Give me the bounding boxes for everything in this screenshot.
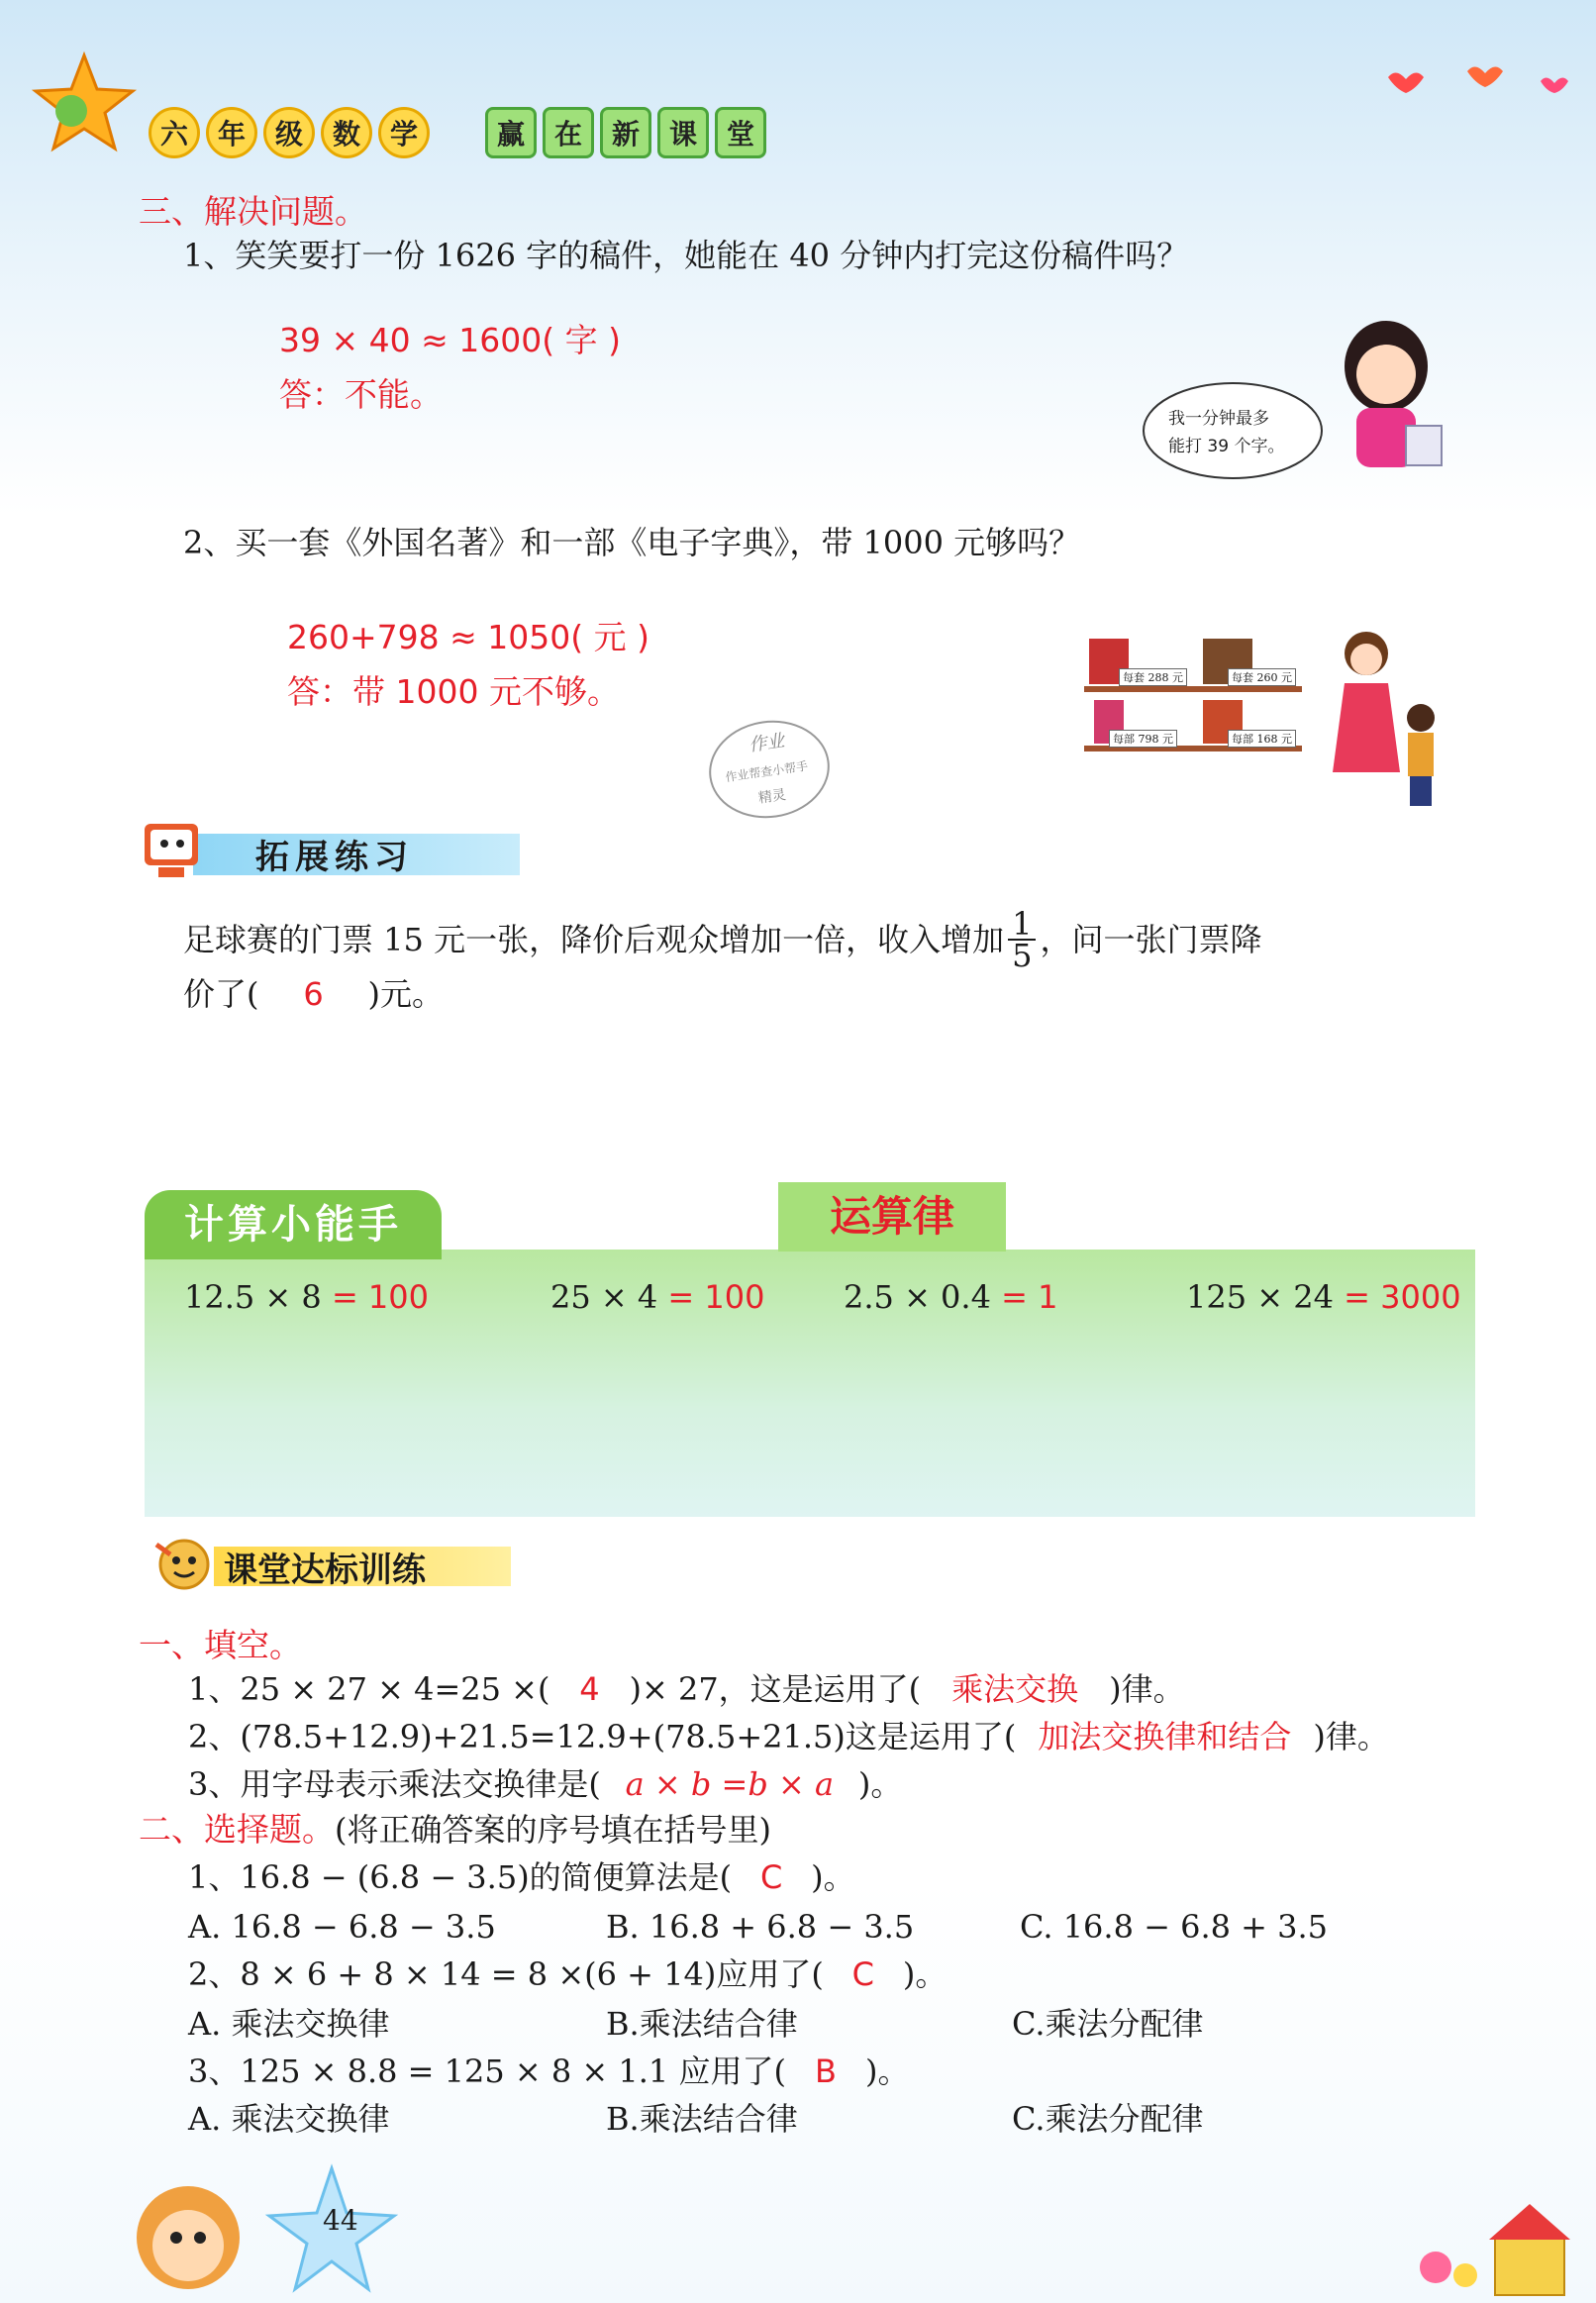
fraction-numerator: 1 bbox=[1008, 909, 1036, 941]
header-grade-title bbox=[149, 107, 436, 158]
problem-2-text: 2、买一套《外国名著》和一部《电子字典》，带 1000 元够吗？ bbox=[183, 524, 1081, 561]
homework-stamp bbox=[698, 706, 841, 832]
header-series-title bbox=[485, 107, 772, 158]
choice-q2-end: )。 bbox=[902, 1955, 948, 1993]
stamp-top-text: 作业 bbox=[748, 730, 786, 756]
choice-q3-answer: B bbox=[814, 2053, 837, 2090]
choice-q3-option: A. 乘法交换律 bbox=[188, 2100, 390, 2138]
extension-banner bbox=[139, 820, 520, 883]
choice-q1-end: )。 bbox=[811, 1858, 855, 1896]
extension-line2-suffix: )元。 bbox=[367, 975, 444, 1013]
choice-title: 二、选择题。 bbox=[139, 1810, 335, 1849]
calc-result: = 1 bbox=[1001, 1278, 1058, 1316]
problem-2-answer: 答：带 1000 元不够。 bbox=[287, 672, 620, 711]
fill-q3-answer: a × b =b × a bbox=[625, 1765, 835, 1803]
choice-q3-option: C.乘法分配律 bbox=[1012, 2100, 1204, 2138]
calc-expression: 12.5 × 8 bbox=[184, 1278, 322, 1316]
calc-result: = 100 bbox=[331, 1278, 429, 1316]
classroom-banner-title: 课堂达标训练 bbox=[224, 1551, 426, 1590]
choice-q3-option: B.乘法结合律 bbox=[606, 2100, 798, 2138]
fill-q1-part-b: )× 27，这是运用了( bbox=[629, 1670, 922, 1708]
stamp-ring-text: 作业帮查小帮手 bbox=[724, 758, 809, 785]
extension-banner-title: 拓展练习 bbox=[255, 838, 414, 877]
mascot-icon bbox=[145, 1535, 224, 1594]
fill-q3-part-a: 3、用字母表示乘法交换律是( bbox=[188, 1765, 601, 1803]
fill-question-2 bbox=[188, 1715, 1389, 1758]
extension-line2-prefix: 价了( bbox=[183, 975, 259, 1013]
header-hearts-decoration bbox=[1386, 59, 1584, 99]
choice-q1-option: A. 16.8 − 6.8 − 3.5 bbox=[188, 1908, 496, 1946]
header-star-decoration bbox=[30, 50, 139, 158]
fill-q2-part-b: )律。 bbox=[1313, 1718, 1389, 1755]
header-title-char: 级 bbox=[263, 107, 315, 158]
header-series-char: 赢 bbox=[485, 107, 537, 158]
calc-banner: 计算小能手 bbox=[145, 1190, 442, 1259]
choice-q2-answer: C bbox=[851, 1955, 874, 1993]
fill-q1-part-a: 1、25 × 27 × 4=25 ×( bbox=[188, 1670, 550, 1708]
header-title-char: 年 bbox=[206, 107, 257, 158]
price-tag: 每部 798 元 bbox=[1109, 730, 1177, 748]
bookshelf-illustration bbox=[1079, 629, 1307, 757]
calc-result: = 100 bbox=[667, 1278, 765, 1316]
calc-item bbox=[550, 1275, 764, 1319]
choice-q1-answer: C bbox=[760, 1858, 783, 1896]
calc-item bbox=[1186, 1275, 1461, 1319]
price-tag: 每部 168 元 bbox=[1228, 730, 1296, 748]
fill-q1-answer-2: 乘法交换 bbox=[951, 1670, 1079, 1708]
classroom-banner bbox=[145, 1535, 511, 1594]
section-title-solve-problems: 三、解决问题。 bbox=[139, 192, 367, 231]
fill-question-1 bbox=[188, 1667, 1185, 1711]
header-title-char: 学 bbox=[378, 107, 430, 158]
speech-bubble-line: 我一分钟最多 bbox=[1168, 409, 1269, 429]
choice-q2-option: B.乘法结合律 bbox=[606, 2005, 798, 2043]
choice-question-3 bbox=[188, 2050, 909, 2093]
fill-question-3 bbox=[188, 1762, 902, 1806]
fill-q2-answer: 加法交换律和结合 bbox=[1038, 1718, 1292, 1755]
calc-expression: 25 × 4 bbox=[550, 1278, 658, 1316]
mother-child-illustration bbox=[1317, 624, 1446, 822]
fraction-denominator: 5 bbox=[1012, 937, 1033, 974]
problem-1-calculation: 39 × 40 ≈ 1600( 字 ) bbox=[279, 321, 621, 359]
extension-problem-line2 bbox=[183, 972, 444, 1016]
header-title-char: 六 bbox=[149, 107, 200, 158]
choice-q1-option: C. 16.8 − 6.8 + 3.5 bbox=[1020, 1908, 1329, 1946]
choice-q3-stem: 3、125 × 8.8 = 125 × 8 × 1.1 应用了( bbox=[188, 2053, 786, 2090]
price-tag: 每套 260 元 bbox=[1228, 668, 1296, 686]
extension-text-before: 足球赛的门票 15 元一张，降价后观众增加一倍，收入增加 bbox=[183, 921, 1005, 958]
extension-problem-line1 bbox=[183, 905, 1262, 974]
calc-item bbox=[844, 1275, 1057, 1319]
calc-topic-label: 运算律 bbox=[778, 1182, 1006, 1252]
fill-blank-title: 一、填空。 bbox=[139, 1626, 302, 1664]
choice-q1-option: B. 16.8 + 6.8 − 3.5 bbox=[606, 1908, 915, 1946]
choice-question-1 bbox=[188, 1855, 855, 1899]
header-series-char: 新 bbox=[600, 107, 651, 158]
choice-q1-stem: 1、16.8 − (6.8 − 3.5)的简便算法是( bbox=[188, 1858, 733, 1896]
header-series-char: 在 bbox=[543, 107, 594, 158]
choice-question-2 bbox=[188, 1953, 947, 1996]
problem-1-answer: 答：不能。 bbox=[279, 375, 443, 414]
problem-2-calculation: 260+798 ≈ 1050( 元 ) bbox=[287, 618, 649, 656]
fill-q3-part-b: )。 bbox=[857, 1765, 903, 1803]
computer-mascot-icon bbox=[139, 820, 208, 883]
extension-answer: 6 bbox=[303, 975, 324, 1013]
choice-q2-option: C.乘法分配律 bbox=[1012, 2005, 1204, 2043]
fill-q1-part-c: )律。 bbox=[1109, 1670, 1185, 1708]
calc-item bbox=[184, 1275, 429, 1319]
footer-house-decoration bbox=[1406, 2198, 1584, 2297]
fill-q1-answer-1: 4 bbox=[579, 1670, 600, 1708]
extension-fraction bbox=[1008, 905, 1036, 974]
speech-bubble bbox=[1139, 376, 1327, 485]
calc-result: = 3000 bbox=[1344, 1278, 1461, 1316]
header-title-char: 数 bbox=[321, 107, 372, 158]
fill-q2-part-a: 2、(78.5+12.9)+21.5=12.9+(78.5+21.5)这是运用了( bbox=[188, 1718, 1017, 1755]
choice-q2-option: A. 乘法交换律 bbox=[188, 2005, 390, 2043]
header-series-char: 课 bbox=[657, 107, 709, 158]
calc-expression: 2.5 × 0.4 bbox=[844, 1278, 991, 1316]
speech-bubble-line: 能打 39 个字。 bbox=[1168, 437, 1285, 456]
choice-q3-end: )。 bbox=[864, 2053, 910, 2090]
footer-monkey-decoration bbox=[119, 2158, 406, 2297]
header-series-char: 堂 bbox=[715, 107, 766, 158]
stamp-bottom-text: 精灵 bbox=[756, 786, 787, 807]
girl-illustration bbox=[1327, 317, 1446, 475]
calc-expression: 125 × 24 bbox=[1186, 1278, 1334, 1316]
choice-note: (将正确答案的序号填在括号里) bbox=[335, 1811, 771, 1849]
choice-title-row bbox=[139, 1808, 771, 1852]
extension-text-after: ，问一张门票降 bbox=[1040, 921, 1262, 958]
choice-q2-stem: 2、8 × 6 + 8 × 14 = 8 ×(6 + 14)应用了( bbox=[188, 1955, 824, 1993]
problem-1-text: 1、笑笑要打一份 1626 字的稿件，她能在 40 分钟内打完这份稿件吗？ bbox=[183, 237, 1189, 274]
price-tag: 每套 288 元 bbox=[1119, 668, 1187, 686]
page-number: 44 bbox=[323, 2204, 358, 2237]
